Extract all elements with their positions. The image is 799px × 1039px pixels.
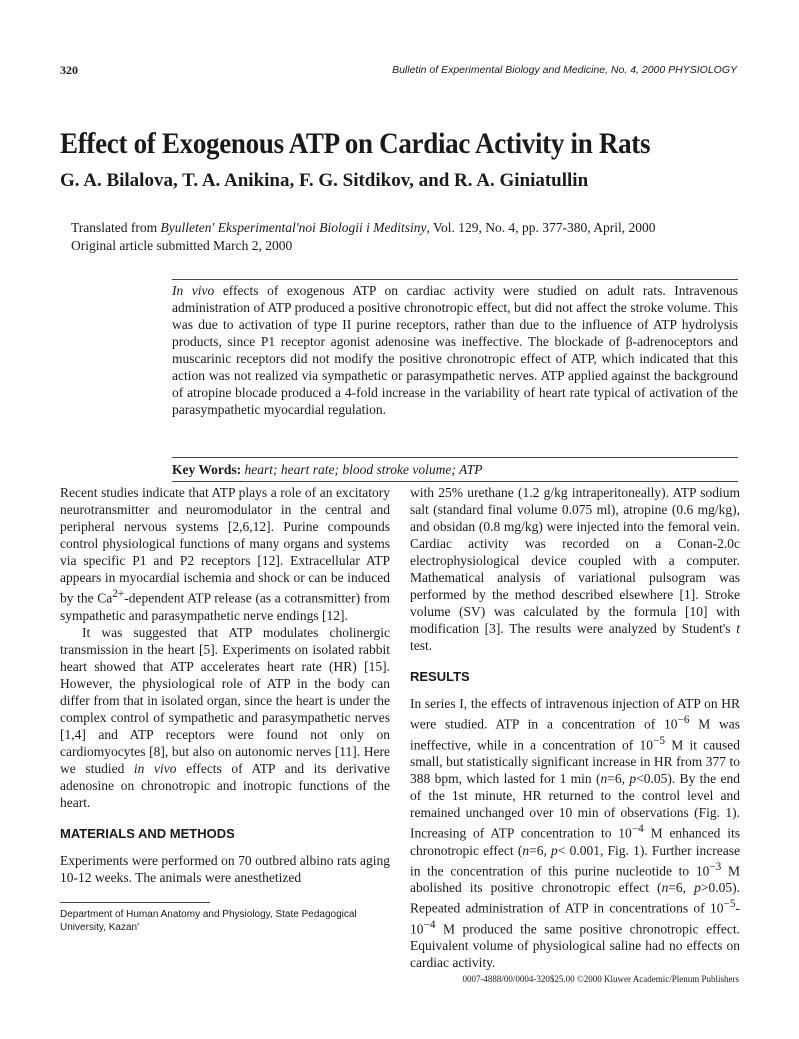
source-details: , Vol. 129, No. 4, pp. 377-380, April, 2000 [426,220,656,235]
results-text-3c: <0.05). By the end of the 1st minute, HR returned to the control level and remained unchanged over 10 min of observations (Fig. 1). Increasing of ATP concentration to 10 [410,771,740,841]
article-authors: G. A. Bilalova, T. A. Anikina, F. G. Sitdikov, and R. A. Giniatullin [60,170,589,191]
translation-prefix: Translated from [71,220,161,235]
abstract-top-rule [172,279,738,280]
abstract [172,282,738,418]
page-number: 320 [60,63,78,77]
exp-5: −5 [723,898,736,910]
source-journal: Byulleten' Eksperimental'noi Biologii i Meditsiny [160,220,427,235]
intro-text-1: Recent studies indicate that ATP plays a role of an excitatory neurotransmitter and neuromodulator in the central and peripheral nervous systems [2,6,12]. Purine compounds control physiological functions of many organs and systems via specific P1 and P2 receptors [12]. Extracellular ATP appears in myocardial ischemia and shock or can be induced by the Ca [60,485,390,606]
results-text-4c: < 0.001, Fig. 1). Further increase in the concentration of this purine nucleotide to 10 [410,842,741,878]
affiliation: Department of Human Anatomy and Physiology, State Pedagogical University, Kazan' [60,909,357,933]
results-heading: RESULTS [410,669,470,684]
results-text-4: M enhanced its chronotropic effect ( [410,825,740,858]
exp-3: −4 [631,823,644,835]
intro-paragraph-1 [60,484,390,624]
results-text-2: M was ineffective, while in a concentration of 10 [410,716,740,752]
results-text-4b: =6, [529,842,552,858]
abstract-body-2: -adrenoceptors and muscarinic receptors did not modify the positive chronotropic effect of ATP, which indicated that this action was not realized via sympathetic or parasympathetic nerves. ATP applied against the background of atropine blocade produced a 4-fold increase in the variability of heart rate typical of activation of the parasympathetic myocardial regulation. [172,334,738,417]
exp-2: −5 [653,734,666,747]
results-text-5d: -10 [410,900,740,936]
exp-4: −3 [709,860,722,873]
right-column [410,484,740,971]
submission-date: Original article submitted March 2, 2000 [71,238,293,253]
methods-text-a: with 25% urethane (1.2 g/kg intraperitoneally). ATP sodium salt (standard final volume 0.075 ml), atropine (0.6 mg/kg), and obsidan (0.8 mg/kg) were injected into the femoral vein. Cardiac activity was recorded on a Conan-2.0c electrophysiological device coupled with a computer. Mathematical analysis of variational pulsogram was performed by the method described elsewhere [1]. Stroke volume (SV) was calculated by the formula [10] with modification [3]. The results were analyzed by Student's [410,485,740,636]
methods-continued [410,484,740,654]
results-text-1: In series I, the effects of intravenous injection of ATP on HR were studied. ATP in a concentration of 10 [410,696,740,732]
results-text-3: M it caused small, but statistically significant increase in HR from 377 to 388 bpm, which lasted for 1 min ( [410,737,740,786]
exp-1: −6 [677,714,690,726]
left-column [60,484,390,886]
calcium-charge: 2+ [112,588,125,600]
key-words [172,462,738,478]
in-vivo-term: in vivo [133,760,177,776]
results-text-5e: M produced the same positive chronotropic effect. Equivalent volume of physiological saline had no effects on cardiac activity. [410,921,740,970]
methods-text-b: test. [410,638,433,653]
results-paragraph [410,695,740,971]
p-symbol-1: p [629,771,637,786]
abstract-middle-rule [172,457,738,458]
exp-6: −4 [423,918,436,931]
results-text-5b: =6, [668,880,695,895]
abstract-lead: In vivo [172,283,215,298]
intro-text-1-end: -dependent ATP release (as a cotransmitter) from sympathetic and parasympathetic nerve endings [12]. [60,590,390,623]
methods-paragraph: Experiments were performed on 70 outbred albino rats aging 10-12 weeks. The animals were anesthetized [60,852,390,885]
copyright-footer: 0007-4888/00/0004-320$25.00 ©2000 Kluwer Academic/Plenum Publishers [462,974,739,984]
article-title: Effect of Exogenous ATP on Cardiac Activity in Rats [60,127,651,160]
beta-symbol: β [625,334,633,349]
n-symbol-2: n [522,842,530,858]
results-text-5c: >0.05). Repeated administration of ATP in concentrations of 10 [410,880,740,916]
p-symbol-3: p [694,880,701,895]
key-words-terms: heart; heart rate; blood stroke volume; ATP [241,462,483,477]
intro-text-2b: effects of ATP and its derivative adenosine on chronotropic and inotropic functions of the heart. [60,760,390,810]
p-symbol-2: p [551,842,558,858]
abstract-body-1: effects of exogenous ATP on cardiac activity were studied on adult rats. Intravenous administration of ATP produced a positive chronotropic effect, but did not affect the stroke volume. This was due to activation of type II purine receptors, rather than due to the influence of ATP hydrolysis products, since P1 receptor agonist adenosine was ineffective. The blockade of [172,283,738,349]
abstract-bottom-rule [172,481,738,482]
methods-heading: MATERIALS AND METHODS [60,825,235,841]
translation-note [71,219,771,255]
n-symbol-3: n [661,880,669,895]
intro-text-2a: It was suggested that ATP modulates cholinergic transmission in the heart [5]. Experiments on isolated rabbit heart showed that ATP accelerates heart rate (HR) [15]. However, the physiological role of ATP in the body can differ from that in isolated organ, since the heart is under the complex control of sympathetic and parasympathetic nerves [1,4] and ATP receptors were found not only on cardiomyocytes [8], but also on autonomic nerves [11]. Here we studied [60,624,390,776]
key-words-label: Key Words: [172,462,242,477]
results-text-5: M abolished its positive chronotropic effect ( [410,863,740,895]
n-symbol-1: n [600,771,608,786]
translation-source-line [71,219,771,237]
results-text-3b: =6, [607,771,630,786]
running-head: Bulletin of Experimental Biology and Medicine, No. 4, 2000 PHYSIOLOGY [392,64,737,76]
affiliation-rule [60,902,210,903]
intro-paragraph-2 [60,624,390,811]
t-test-symbol: t [736,621,740,636]
